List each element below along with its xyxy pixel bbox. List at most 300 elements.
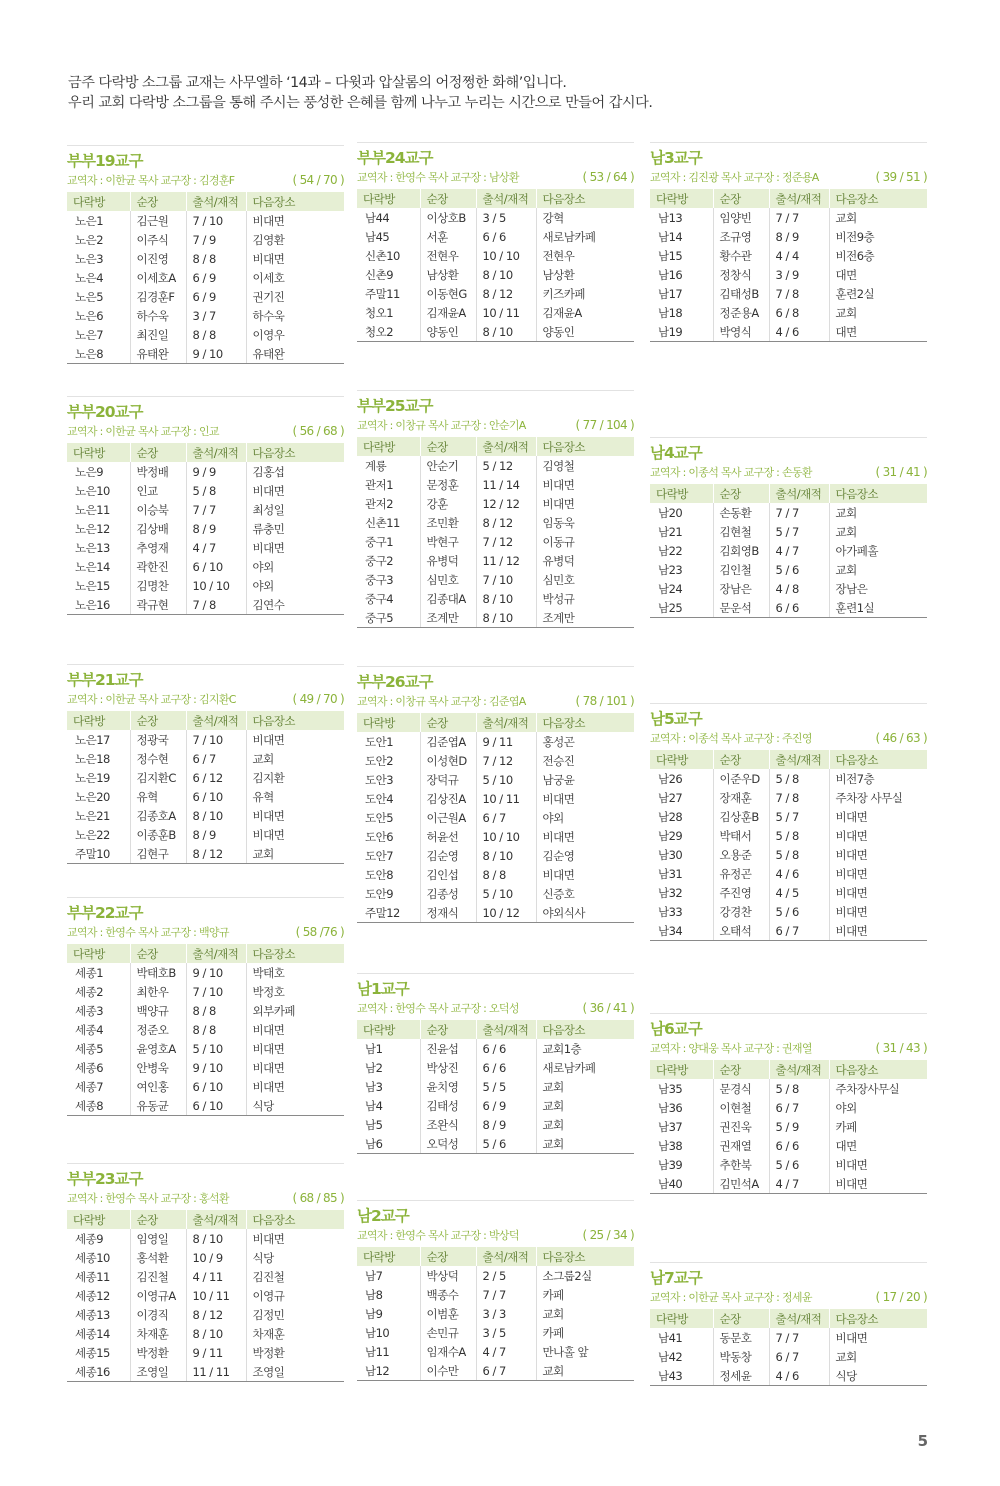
table-cell: 도안1 xyxy=(365,734,394,749)
column-header: 순장 xyxy=(713,750,769,769)
table-cell: 6 / 10 xyxy=(186,1077,246,1096)
table-cell: 4 / 6 xyxy=(769,322,829,342)
table-cell: 도안6 xyxy=(365,829,394,844)
district-title: 남6교구 xyxy=(650,1013,927,1040)
table-row xyxy=(357,322,634,342)
table-header-row xyxy=(650,484,927,503)
table-row xyxy=(650,902,927,921)
attendance-ratio: ( 25 / 34 ) xyxy=(582,1228,634,1242)
table-cell: 조민환 xyxy=(420,513,476,532)
table-row xyxy=(650,1155,927,1174)
table-cell: 8 / 8 xyxy=(476,865,536,884)
table-cell: 5 / 8 xyxy=(769,769,829,788)
table-cell: 노은3 xyxy=(75,251,104,266)
table-cell: 남32 xyxy=(658,885,683,900)
table-cell: 2 / 5 xyxy=(476,1266,536,1285)
table-row xyxy=(357,1361,634,1381)
table-cell: 8 / 8 xyxy=(186,1001,246,1020)
leaders-text: 교역자 : 이종석 목사 교구장 : 손동환 xyxy=(650,466,812,479)
table-cell: 비대면 xyxy=(829,921,927,941)
table-cell: 6 / 7 xyxy=(476,1361,536,1381)
table-cell: 세종7 xyxy=(75,1079,104,1094)
table-cell: 정준용A xyxy=(713,303,769,322)
table-cell: 7 / 10 xyxy=(186,982,246,1001)
table-cell: 권진욱 xyxy=(713,1117,769,1136)
leaders-text: 교역자 : 한영수 목사 교구장 : 박상덕 xyxy=(357,1229,519,1242)
leaders-text: 교역자 : 이한균 목사 교구장 : 인교 xyxy=(67,425,219,438)
table-row xyxy=(67,344,344,364)
table-cell: 교회 xyxy=(829,208,927,227)
table-cell: 김영환 xyxy=(246,230,344,249)
table-cell: 남상환 xyxy=(420,265,476,284)
table-cell: 비전9층 xyxy=(829,227,927,246)
table-cell: 남18 xyxy=(658,305,683,320)
column-header: 순장 xyxy=(130,192,186,211)
district-group xyxy=(357,142,634,342)
table-cell: 김상훈B xyxy=(713,807,769,826)
district-group xyxy=(67,396,344,615)
table-cell: 장재훈 xyxy=(713,788,769,807)
table-row xyxy=(650,598,927,618)
table-cell: 교회 xyxy=(829,560,927,579)
table-row xyxy=(357,808,634,827)
table-cell: 5 / 5 xyxy=(476,1077,536,1096)
column-header: 다음장소 xyxy=(536,1247,634,1266)
table-cell: 주말10 xyxy=(67,844,130,864)
district-title: 부부22교구 xyxy=(67,897,344,924)
table-cell: 김회영B xyxy=(713,541,769,560)
table-row xyxy=(67,230,344,249)
table-cell: 노은9 xyxy=(75,464,104,479)
district-leaders xyxy=(357,169,634,186)
column-header: 다음장소 xyxy=(829,1060,927,1079)
attendance-ratio: ( 36 / 41 ) xyxy=(582,1001,634,1015)
table-cell: 남23 xyxy=(658,562,683,577)
table-row xyxy=(357,227,634,246)
table-cell: 이성현D xyxy=(420,751,476,770)
column-header: 다락방 xyxy=(357,189,420,208)
table-cell: 남45 xyxy=(365,229,390,244)
attendance-table xyxy=(67,443,344,615)
table-cell: 대면 xyxy=(829,1136,927,1155)
table-cell: 하수욱 xyxy=(246,306,344,325)
table-cell: 9 / 11 xyxy=(476,732,536,751)
column-header: 다음장소 xyxy=(829,750,927,769)
table-cell: 도안4 xyxy=(365,791,394,806)
table-cell: 비대면 xyxy=(829,1174,927,1194)
table-cell: 6 / 6 xyxy=(476,1039,536,1058)
table-cell: 서훈 xyxy=(420,227,476,246)
table-cell: 야외식사 xyxy=(536,903,634,923)
table-cell: 김경훈F xyxy=(130,287,186,306)
table-cell: 김태성 xyxy=(420,1096,476,1115)
table-row xyxy=(650,788,927,807)
table-cell: 관저2 xyxy=(365,496,394,511)
column-header: 순장 xyxy=(713,1309,769,1328)
table-cell: 노은7 xyxy=(75,327,104,342)
column-header: 출석/재적 xyxy=(186,944,246,963)
column-header: 순장 xyxy=(713,484,769,503)
table-cell: 8 / 10 xyxy=(186,1324,246,1343)
table-cell: 6 / 10 xyxy=(186,557,246,576)
table-cell: 전현우 xyxy=(536,246,634,265)
table-cell: 인교 xyxy=(130,481,186,500)
table-cell: 노은8 xyxy=(67,344,130,364)
table-cell: 5 / 8 xyxy=(769,1079,829,1098)
table-cell: 비대면 xyxy=(536,827,634,846)
table-cell: 강혁 xyxy=(536,208,634,227)
table-cell: 6 / 7 xyxy=(769,921,829,941)
table-header-row xyxy=(67,192,344,211)
column-header: 다락방 xyxy=(67,711,130,730)
attendance-ratio: ( 53 / 64 ) xyxy=(582,170,634,184)
table-cell: 계룡 xyxy=(365,458,387,473)
district-group xyxy=(650,703,927,941)
table-cell: 4 / 11 xyxy=(186,1267,246,1286)
table-cell: 임동욱 xyxy=(536,513,634,532)
table-cell: 세종6 xyxy=(75,1060,104,1075)
table-cell: 권재열 xyxy=(713,1136,769,1155)
table-cell: 비대면 xyxy=(829,883,927,902)
table-row xyxy=(67,1343,344,1362)
table-cell: 노은6 xyxy=(75,308,104,323)
table-cell: 교회1층 xyxy=(536,1039,634,1058)
table-cell: 야외 xyxy=(246,576,344,595)
table-row xyxy=(357,1285,634,1304)
table-cell: 남30 xyxy=(658,847,683,862)
leaders-text: 교역자 : 이한균 목사 교구장 : 정세윤 xyxy=(650,1291,812,1304)
table-row xyxy=(650,1117,927,1136)
district-leaders xyxy=(650,169,927,186)
table-row xyxy=(67,1001,344,1020)
table-cell: 3 / 3 xyxy=(476,1304,536,1323)
table-cell: 남10 xyxy=(365,1325,390,1340)
column-header: 출석/재적 xyxy=(769,1309,829,1328)
table-row xyxy=(357,513,634,532)
table-cell: 5 / 7 xyxy=(769,522,829,541)
table-cell: 세종15 xyxy=(75,1345,110,1360)
attendance-ratio: ( 31 / 43 ) xyxy=(875,1041,927,1055)
table-row xyxy=(650,769,927,788)
table-cell: 노은13 xyxy=(75,540,110,555)
table-cell: 김종호A xyxy=(130,806,186,825)
table-cell: 김종대A xyxy=(420,589,476,608)
table-cell: 남2 xyxy=(365,1060,383,1075)
table-cell: 신증호 xyxy=(536,884,634,903)
district-group xyxy=(357,1200,634,1381)
leaders-text: 교역자 : 이창규 목사 교구장 : 안순기A xyxy=(357,419,526,432)
table-cell: 6 / 9 xyxy=(186,268,246,287)
table-cell: 비전7층 xyxy=(829,769,927,788)
table-cell: 이준우D xyxy=(713,769,769,788)
table-cell: 임재수A xyxy=(420,1342,476,1361)
district-leaders xyxy=(650,1040,927,1057)
intro-text xyxy=(68,74,948,113)
table-cell: 6 / 6 xyxy=(476,1058,536,1077)
table-cell: 4 / 7 xyxy=(769,1174,829,1194)
district-leaders xyxy=(67,172,344,189)
leaders-text: 교역자 : 이창규 목사 교구장 : 김준엽A xyxy=(357,695,526,708)
table-cell: 정광국 xyxy=(130,730,186,749)
table-cell: 임영일 xyxy=(130,1229,186,1248)
table-cell: 8 / 10 xyxy=(476,589,536,608)
table-cell: 3 / 5 xyxy=(476,208,536,227)
table-cell: 조영일 xyxy=(130,1362,186,1382)
table-cell: 박상덕 xyxy=(420,1266,476,1285)
district-title: 남3교구 xyxy=(650,142,927,169)
table-cell: 남35 xyxy=(658,1081,683,1096)
table-row xyxy=(67,787,344,806)
table-cell: 7 / 10 xyxy=(476,570,536,589)
table-cell: 6 / 6 xyxy=(769,1136,829,1155)
table-cell: 세종1 xyxy=(75,965,104,980)
table-cell: 신촌9 xyxy=(365,267,394,282)
table-cell: 7 / 12 xyxy=(476,532,536,551)
attendance-ratio: ( 56 / 68 ) xyxy=(292,424,344,438)
table-cell: 유정곤 xyxy=(713,864,769,883)
table-row xyxy=(357,1058,634,1077)
table-cell: 6 / 10 xyxy=(186,1096,246,1116)
column-header: 출석/재적 xyxy=(186,711,246,730)
district-group xyxy=(67,664,344,864)
table-cell: 남15 xyxy=(658,248,683,263)
attendance-table xyxy=(650,750,927,941)
table-cell: 6 / 7 xyxy=(769,1098,829,1117)
table-cell: 4 / 7 xyxy=(476,1342,536,1361)
table-cell: 최진일 xyxy=(130,325,186,344)
leaders-text: 교역자 : 이한균 목사 교구장 : 김경훈F xyxy=(67,174,235,187)
table-row xyxy=(650,807,927,826)
table-cell: 남34 xyxy=(650,921,713,941)
table-cell: 대면 xyxy=(829,322,927,342)
table-cell: 8 / 10 xyxy=(476,846,536,865)
table-cell: 남37 xyxy=(658,1119,683,1134)
table-cell: 비대면 xyxy=(246,1020,344,1039)
table-cell: 8 / 9 xyxy=(186,519,246,538)
column-header: 출석/재적 xyxy=(476,1247,536,1266)
district-title: 부부24교구 xyxy=(357,142,634,169)
table-cell: 교회 xyxy=(536,1361,634,1381)
table-row xyxy=(650,265,927,284)
table-cell: 6 / 6 xyxy=(769,598,829,618)
table-cell: 김재윤A xyxy=(536,303,634,322)
table-cell: 남19 xyxy=(650,322,713,342)
table-cell: 5 / 6 xyxy=(769,560,829,579)
column-header: 출석/재적 xyxy=(769,750,829,769)
table-cell: 남16 xyxy=(658,267,683,282)
attendance-table xyxy=(357,189,634,342)
table-cell: 교회 xyxy=(829,522,927,541)
table-cell: 세종13 xyxy=(75,1307,110,1322)
table-cell: 5 / 8 xyxy=(769,845,829,864)
table-row xyxy=(650,826,927,845)
table-row xyxy=(650,503,927,522)
intro-line-2: 우리 교회 다락방 소그룹을 통해 주시는 풍성한 은혜를 함께 나누고 누리는 시간으로 만들어 갑시다. xyxy=(68,94,653,111)
table-cell: 5 / 6 xyxy=(769,1155,829,1174)
table-cell: 전현우 xyxy=(420,246,476,265)
table-cell: 4 / 4 xyxy=(769,246,829,265)
table-row xyxy=(67,249,344,268)
table-row xyxy=(650,864,927,883)
table-cell: 남43 xyxy=(650,1366,713,1386)
table-cell: 7 / 10 xyxy=(186,211,246,230)
table-row xyxy=(67,462,344,481)
table-cell: 9 / 11 xyxy=(186,1343,246,1362)
table-cell: 노은21 xyxy=(75,808,110,823)
table-cell: 4 / 7 xyxy=(769,541,829,560)
table-cell: 4 / 8 xyxy=(769,579,829,598)
attendance-table xyxy=(357,437,634,628)
column-header: 다음장소 xyxy=(536,713,634,732)
table-cell: 손동환 xyxy=(713,503,769,522)
table-cell: 유혁 xyxy=(246,787,344,806)
table-cell: 도안7 xyxy=(365,848,394,863)
table-cell: 김인섭 xyxy=(420,865,476,884)
table-cell: 안순기 xyxy=(420,456,476,475)
table-cell: 11 / 11 xyxy=(186,1362,246,1382)
table-row xyxy=(67,768,344,787)
district-leaders xyxy=(67,924,344,941)
table-cell: 대면 xyxy=(829,265,927,284)
table-cell: 김상진A xyxy=(420,789,476,808)
table-cell: 5 / 12 xyxy=(476,456,536,475)
table-row xyxy=(357,1323,634,1342)
table-cell: 식당 xyxy=(829,1366,927,1386)
table-cell: 이경직 xyxy=(130,1305,186,1324)
table-cell: 노은22 xyxy=(75,827,110,842)
table-cell: 김영철 xyxy=(536,456,634,475)
table-cell: 5 / 10 xyxy=(476,770,536,789)
column-header: 순장 xyxy=(420,713,476,732)
attendance-table xyxy=(650,1060,927,1194)
district-group xyxy=(357,973,634,1154)
table-row xyxy=(67,982,344,1001)
table-cell: 카페 xyxy=(536,1323,634,1342)
attendance-ratio: ( 39 / 51 ) xyxy=(875,170,927,184)
table-cell: 7 / 10 xyxy=(186,730,246,749)
table-cell: 남1 xyxy=(365,1041,383,1056)
table-row xyxy=(67,825,344,844)
leaders-text: 교역자 : 이한균 목사 교구장 : 김지환C xyxy=(67,693,236,706)
table-cell: 7 / 12 xyxy=(476,751,536,770)
district-leaders xyxy=(357,1227,634,1244)
table-row xyxy=(67,1020,344,1039)
column-header: 다락방 xyxy=(357,713,420,732)
table-cell: 교회 xyxy=(829,303,927,322)
table-row xyxy=(67,1096,344,1116)
table-cell: 3 / 7 xyxy=(186,306,246,325)
table-cell: 세종16 xyxy=(67,1362,130,1382)
table-cell: 만나홀 앞 xyxy=(536,1342,634,1361)
district-leaders xyxy=(650,1289,927,1306)
table-cell: 김종성 xyxy=(420,884,476,903)
table-row xyxy=(357,494,634,513)
table-row xyxy=(357,570,634,589)
table-cell: 7 / 9 xyxy=(186,230,246,249)
table-cell: 8 / 8 xyxy=(186,325,246,344)
table-cell: 10 / 9 xyxy=(186,1248,246,1267)
table-cell: 중구1 xyxy=(365,534,394,549)
table-cell: 조영일 xyxy=(246,1362,344,1382)
table-cell: 중구2 xyxy=(365,553,394,568)
table-cell: 곽규현 xyxy=(130,595,186,615)
table-header-row xyxy=(357,1020,634,1039)
table-row xyxy=(650,208,927,227)
attendance-table xyxy=(650,484,927,618)
district-group xyxy=(650,1013,927,1194)
table-row xyxy=(67,1229,344,1248)
table-cell: 관저1 xyxy=(365,477,394,492)
table-cell: 4 / 6 xyxy=(769,864,829,883)
table-cell: 10 / 11 xyxy=(186,1286,246,1305)
table-cell: 문운석 xyxy=(713,598,769,618)
table-cell: 류충민 xyxy=(246,519,344,538)
table-cell: 남31 xyxy=(658,866,683,881)
table-row xyxy=(650,1098,927,1117)
table-cell: 추영재 xyxy=(130,538,186,557)
table-header-row xyxy=(357,189,634,208)
table-cell: 8 / 9 xyxy=(186,825,246,844)
table-cell: 중구3 xyxy=(365,572,394,587)
table-cell: 홍성곤 xyxy=(536,732,634,751)
attendance-ratio: ( 49 / 70 ) xyxy=(292,692,344,706)
table-row xyxy=(650,579,927,598)
attendance-ratio: ( 46 / 63 ) xyxy=(875,731,927,745)
table-cell: 8 / 9 xyxy=(476,1115,536,1134)
column-header: 순장 xyxy=(420,437,476,456)
table-cell: 10 / 11 xyxy=(476,303,536,322)
table-cell: 남9 xyxy=(365,1306,383,1321)
column-header: 출석/재적 xyxy=(476,1020,536,1039)
table-cell: 최성일 xyxy=(246,500,344,519)
table-row xyxy=(357,1096,634,1115)
table-row xyxy=(357,246,634,265)
table-cell: 4 / 7 xyxy=(186,538,246,557)
table-row xyxy=(650,303,927,322)
table-cell: 남44 xyxy=(365,210,390,225)
attendance-table xyxy=(650,1309,927,1386)
table-cell: 야외 xyxy=(246,557,344,576)
table-row xyxy=(650,1366,927,1386)
table-cell: 노은15 xyxy=(75,578,110,593)
table-cell: 문경식 xyxy=(713,1079,769,1098)
table-header-row xyxy=(650,189,927,208)
table-row xyxy=(67,325,344,344)
table-cell: 훈련2실 xyxy=(829,284,927,303)
attendance-table xyxy=(67,192,344,364)
table-cell: 6 / 8 xyxy=(769,303,829,322)
table-cell: 김현구 xyxy=(130,844,186,864)
table-cell: 손민규 xyxy=(420,1323,476,1342)
table-cell: 중구4 xyxy=(365,591,394,606)
table-cell: 8 / 12 xyxy=(476,513,536,532)
table-row xyxy=(357,208,634,227)
table-cell: 조완식 xyxy=(420,1115,476,1134)
column-header: 순장 xyxy=(713,189,769,208)
column-header: 다락방 xyxy=(67,443,130,462)
table-cell: 남42 xyxy=(658,1349,683,1364)
table-cell: 8 / 12 xyxy=(186,844,246,864)
column-header: 다락방 xyxy=(650,189,713,208)
table-row xyxy=(357,608,634,628)
table-row xyxy=(67,1039,344,1058)
table-cell: 식당 xyxy=(246,1248,344,1267)
column-header: 다락방 xyxy=(357,1020,420,1039)
table-cell: 남17 xyxy=(658,286,683,301)
table-row xyxy=(67,844,344,864)
leaders-text: 교역자 : 양대웅 목사 교구장 : 권재열 xyxy=(650,1042,812,1055)
table-row xyxy=(67,1324,344,1343)
